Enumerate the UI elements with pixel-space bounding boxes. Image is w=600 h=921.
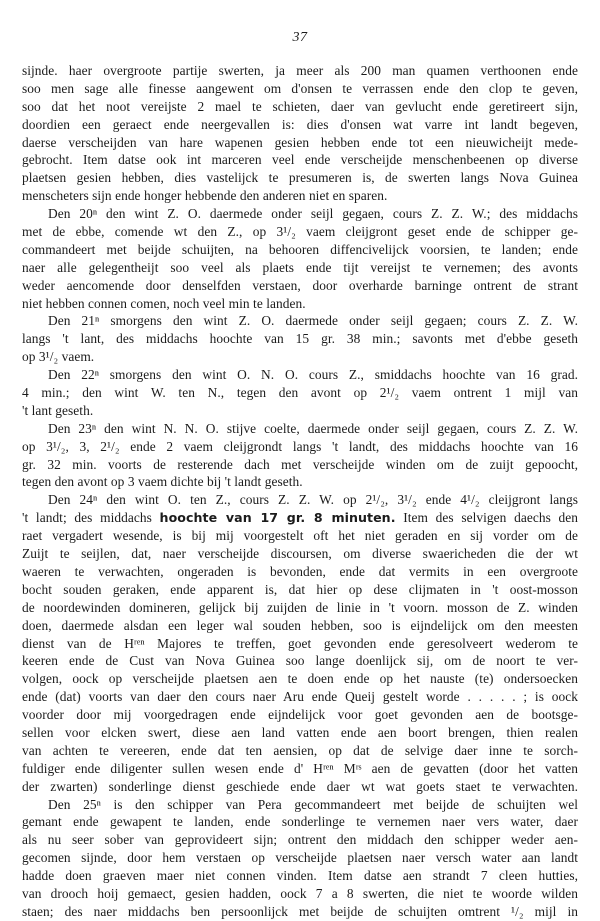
text-line: weder aencomende door denselfden verstaen, door overharde barninge ontrent de strant	[22, 277, 578, 293]
text-line: keeren ende de Cust van Nova Guinea soo lange doenlijck sij, om de noort te ver-	[22, 653, 578, 669]
text-line: langs 't lant, des middachs hoochte van 15 gr. 38 min.; savonts met d'ebbe geseth	[22, 331, 578, 347]
text-line: naer alle gelegentheijt soo veel als plaets ende tijt vereijst te vernemen; des avonts	[22, 259, 578, 275]
text-line: ende (dat) voorts van daer den cours naer Aru ende Queij gestelt worde . . . . . ; is oock	[22, 689, 578, 705]
text-line: tegen den avont op 3 vaem dichte bij 't landt geseth.	[22, 474, 303, 490]
text-line	[22, 509, 578, 527]
text-line: sijnde. haer overgroote partije swerten, ja meer als 200 man quamen verthoonen ende	[22, 63, 578, 78]
text-line: raet vergadert wesende, is bij mij voorgestelt oft het niet geraden en sij vorder om de	[22, 528, 578, 544]
text-line: van drooch hoij gemaect, gesien hadden, oock 7 a 8 swerten, die niet te woorde wilden	[22, 885, 578, 901]
text-line: 4 min.; den wint W. ten N., tegen den avont op 2¹/₂ vaem ontrent 1 mijl van	[22, 385, 578, 401]
text-line: gecomen sijnde, door hem verstaen op verscheijde plaetsen naer versch water aan landt	[22, 850, 578, 866]
text-line: Den 20ⁿ den wint Z. O. daermede onder seijl gegaen, cours Z. Z. W.; des middachs	[48, 206, 578, 222]
text-line: soo men sage alle finesse aangewent om d'onsen te verrassen ende den clop te geven,	[22, 80, 578, 96]
text-line: waeren te verwachten, ongeraden is bevonden, ende dat vermits in een overgroote	[22, 563, 578, 579]
text-segment: 't landt; des middachs	[22, 510, 160, 526]
text-line: daerse verscheijden van hare wapenen gesien hebben ende tot een nieuwicheijt mede-	[22, 134, 578, 150]
text-line: voorder door mij voorgedragen ende eijndelijck voor goet gevonden aen de bootsge-	[22, 707, 578, 723]
text-line: plaetsen gesien hebben, dies vastelijck te presumeren is, de swerten langs Nova Guinea	[22, 170, 578, 186]
text-line: gebrocht. Item datse ook int marceren veel ende verscheijde menschenbeenen op diverse	[22, 152, 578, 168]
text-segment: Item des selvigen daechs den	[395, 510, 579, 526]
text-line: hadde doen graeven maer niet connen vinden. Item datse aen strandt 7 cleen hutties,	[22, 868, 578, 884]
text-line: van achten te vereeren, ende dat ten aensien, op dat de selvige daer inne te sorch-	[22, 742, 578, 758]
text-line: staen; des naer middachs ben persoonlijck met beijde de schuijten omtrent ¹/₂ mijl in	[22, 903, 578, 919]
text-line: soo dat het noot vereijste 2 mael te schieten, daer van gevlucht ende geretireert sijn,	[22, 98, 578, 114]
text-line: doen, daermede alsdan een leger wal souden hebben, soo is eijndelijck om den meesten	[22, 617, 578, 633]
text-line: Den 24ⁿ den wint O. ten Z., cours Z. Z. W. op 2¹/₂, 3¹/₂ ende 4¹/₂ cleijgront langs	[48, 492, 578, 508]
text-line: gr. 32 min. voorts de resterende dach met verscheijde winden om de zuijt gepoocht,	[22, 456, 578, 472]
text-line: als nu seer sober van geprovideert sijn; ontrent den middach den schipper weder aen-	[22, 832, 578, 848]
text-line: sellen voor elcken swert, diese aen land vatten ende aen boort brengen, thien realen	[22, 724, 578, 740]
page-number: 37	[292, 30, 308, 45]
text-line: op 3¹/₂ vaem.	[22, 349, 95, 365]
text-line: doordien een geraect ende neergevallen is: dies d'onsen wat varre int landt begeven,	[22, 116, 578, 132]
body-text	[22, 62, 578, 921]
text-line: der zwarten) sonderlinge dienst geschiede ende daer wt wat goets staet te verwachten.	[22, 778, 578, 794]
text-line: met de ebbe, comende wt den Z., op 3¹/₂ vaem cleijgront geset ende de schipper ge-	[22, 224, 578, 240]
text-line: Den 25ⁿ is den schipper van Pera gecommandeert met beijde de schuijten wel	[48, 796, 578, 812]
text-line: menscheters sijn ende honger hebbende den anderen niet en sparen.	[22, 188, 388, 204]
text-line: Den 21ⁿ smorgens den wint Z. O. daermede onder seijl gegaen; cours Z. Z. W.	[48, 313, 578, 329]
text-line: bocht souden geraken, ende apparent is, dat hier op dese clijmaten in 't oost-mosson	[22, 581, 578, 597]
text-line: commandeert met beijde schuijten, na behooren diffencivelijck voorsien, te landen; ende	[22, 241, 578, 257]
text-line: fuldiger ende diligenter sullen wesen ende d' Hʳᵉⁿ Mʳˢ aen de gevatten (door het vatten	[22, 760, 578, 776]
text-line: Den 23ⁿ den wint N. N. O. stijve coelte, daermede onder seijl gegaen, cours Z. Z. W.	[48, 420, 578, 436]
text-line: niet hebben connen comen, noch veel min te landen.	[22, 295, 306, 311]
text-line: Zuijt te seijlen, dat, naer verscheijde discoursen, om diverse swaericheden die der wt	[22, 546, 578, 562]
text-line: dienst van de Hʳᵉⁿ Majores te treffen, goet gevonden ende geresolveert wederom te	[22, 635, 578, 651]
bold-heading-text: hoochte van 17 gr. 8 minuten.	[159, 510, 396, 526]
text-line: gemant ende gewapent te landen, ende sonderlinge te vernemen naer vers water, daer	[22, 814, 578, 830]
text-line: Den 22ⁿ smorgens den wint O. N. O. cours Z., smiddachs hoochte van 16 grad.	[48, 367, 578, 383]
text-line: op 3¹/₂, 3, 2¹/₂ ende 2 vaem cleijgrondt langs 't landt, des middachs hoochte van 16	[22, 438, 578, 454]
text-line: 't lant geseth.	[22, 402, 94, 418]
text-line: volgen, oock op verscheijde plaetsen aen te doen ende op het nauste (te) ondersoecken	[22, 671, 578, 687]
text-line: de noordewinden domineren, gelijck bij zuijden de linie in 't voorn. mosson de Z. winden	[22, 599, 578, 615]
